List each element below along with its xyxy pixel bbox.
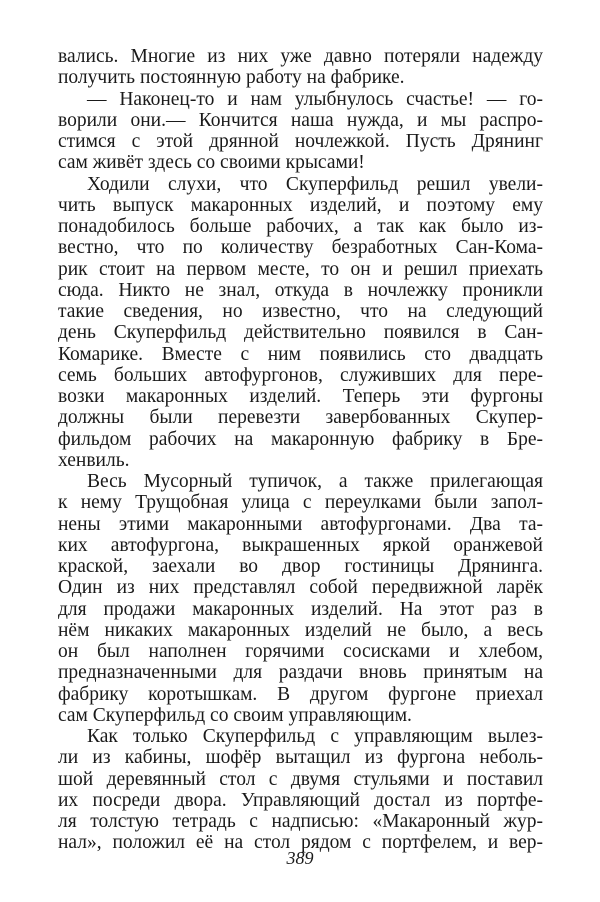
- text-line: Как только Скуперфильд с управляющим вылез-: [87, 726, 543, 747]
- text-line: он был наполнен горячими сосисками и хлебом,: [58, 641, 543, 662]
- text-line: вались. Многие из них уже давно потеряли надежду: [58, 46, 543, 67]
- text-line: их посреди двора. Управляющий достал из портфе-: [58, 789, 543, 811]
- text-line: нены этими макаронными автофургонами. Два та-: [58, 513, 543, 535]
- text-line: шой деревянный стол с двумя стульями и поставил: [58, 768, 543, 790]
- text-line: ля толстую тетрадь с надписью: «Макаронный жур-: [58, 811, 543, 832]
- text-line: нём никаких макаронных изделий не было, а весь: [58, 619, 543, 641]
- text-line: к нему Трущобная улица с переулками были запол-: [58, 492, 543, 514]
- text-line: чить выпуск макаронных изделий, и поэтому ему: [58, 194, 543, 216]
- page-body-text: [58, 46, 543, 854]
- page-number: 389: [286, 848, 314, 868]
- text-line: получить постоянную работу на фабрике.: [58, 67, 405, 89]
- text-line: для продажи макаронных изделий. На этот раз в: [58, 598, 543, 620]
- text-line: семь больших автофургонов, служивших для пере-: [58, 364, 543, 386]
- text-line: фабрику коротышкам. В другом фургоне приехал: [58, 683, 543, 705]
- text-line: сам Скуперфильд со своим управляющим.: [58, 704, 412, 726]
- text-line: Весь Мусорный тупичок, а также прилегающая: [87, 471, 543, 492]
- text-line: Комарике. Вместе с ним появились сто двадцать: [58, 343, 543, 365]
- text-line: рик стоит на первом месте, то он и решил приехать: [58, 258, 543, 280]
- text-line: должны были перевезти завербованных Скупер-: [58, 407, 543, 429]
- text-line: сюда. Никто не знал, откуда в ночлежку проникли: [58, 279, 543, 301]
- text-line: день Скуперфильд действительно появился в Сан-: [58, 322, 543, 344]
- text-line: сам живёт здесь со своими крысами!: [58, 152, 365, 174]
- text-line: нал», положил её на стол рядом с портфелем, и вер-: [58, 832, 543, 854]
- text-line: такие сведения, но известно, что на следующий: [58, 301, 543, 322]
- text-line: ворили они.— Кончится наша нужда, и мы распро-: [58, 109, 543, 131]
- text-line: краской, заехали во двор гостиницы Дрянинга.: [58, 556, 543, 577]
- text-line: — Наконец-то и нам улыбнулось счастье! — го-: [87, 88, 543, 110]
- text-line: понадобилось больше рабочих, а так как было из-: [58, 216, 543, 237]
- text-line: Ходили слухи, что Скуперфильд решил увели-: [87, 173, 543, 195]
- text-line: возки макаронных изделий. Теперь эти фургоны: [58, 386, 543, 407]
- text-line: предназначенными для раздачи вновь принятым на: [58, 662, 543, 684]
- text-line: Один из них представлял собой передвижной ларёк: [58, 577, 543, 599]
- text-line: ли из кабины, шофёр вытащил из фургона неболь-: [58, 747, 543, 769]
- text-line: вестно, что по количеству безработных Сан-Кома-: [58, 237, 543, 259]
- text-line: фильдом рабочих на макаронную фабрику в Бре-: [58, 428, 543, 450]
- text-line: стимся с этой дрянной ночлежкой. Пусть Дрянинг: [58, 131, 543, 152]
- text-line: ких автофургона, выкрашенных яркой оранжевой: [58, 534, 543, 556]
- text-line: хенвиль.: [58, 449, 130, 471]
